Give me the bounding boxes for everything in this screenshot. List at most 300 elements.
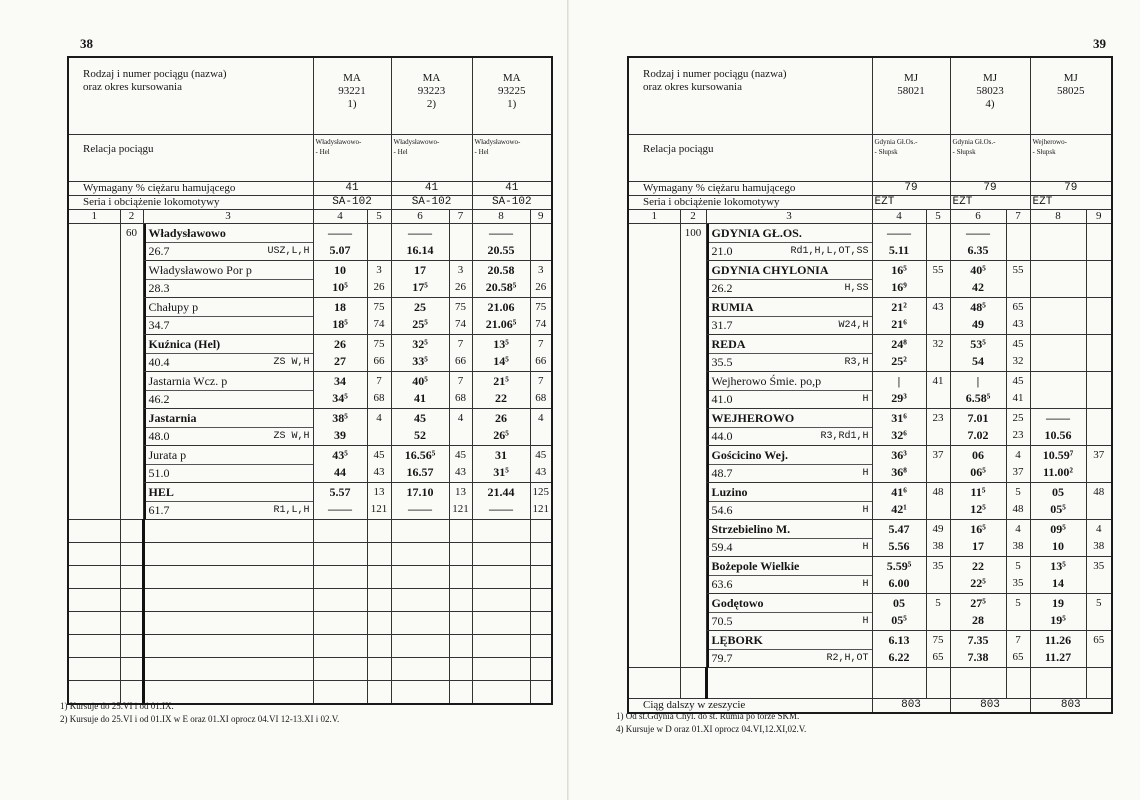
runtime-stop [531, 427, 552, 444]
blank-cell [530, 543, 552, 566]
train-1-times [872, 298, 926, 335]
blank-cell [391, 543, 449, 566]
arrival-time: 31⁶ [891, 411, 907, 425]
blank-cell [143, 612, 313, 635]
runtime-stop: 37 [1012, 466, 1024, 478]
arrival-time: 48⁵ [970, 300, 986, 314]
train-3-runtimes [1086, 409, 1112, 446]
arrival-time: 34 [334, 374, 346, 388]
station [706, 594, 872, 630]
station-tracks: H [862, 579, 869, 590]
blank-cell [472, 658, 530, 681]
arrival-time: 7.35 [967, 633, 989, 647]
station-km-row [146, 391, 313, 408]
footnote-1: 1) Kursuje do 25.VI i od 01.IX. [60, 701, 174, 711]
runtime: 45 [1012, 338, 1024, 350]
station-row [68, 224, 552, 261]
train-1-times [313, 372, 367, 409]
train-2-relation: Władysławowo- - Hel [391, 135, 472, 182]
station-cell [706, 483, 872, 520]
station-cell [143, 372, 313, 409]
arrival-time: 36³ [891, 448, 907, 462]
train-2-runtimes [449, 409, 472, 446]
blank-cell [68, 566, 120, 589]
runtime-stop: 65 [1012, 651, 1024, 663]
train-1-times [313, 335, 367, 372]
train-3-brake: 79 [1030, 182, 1112, 196]
arrival-time: 43⁵ [332, 448, 348, 462]
blank-cell [120, 589, 143, 612]
departure-time [1031, 353, 1086, 370]
runtime: 75 [455, 301, 466, 313]
station-km-row [709, 539, 872, 556]
relation-label: Relacja pociągu [68, 135, 313, 182]
train-2-runtimes [1006, 631, 1030, 668]
page-number: 38 [80, 36, 93, 51]
train-3-runtimes [530, 224, 552, 261]
departure-time: 44 [334, 465, 346, 479]
station-name: Władysławowo [146, 224, 313, 243]
blank-cell [1086, 668, 1112, 699]
brake-label: Wymagany % ciężaru hamującego [68, 182, 313, 196]
station-km: 44.0 [711, 429, 733, 443]
arrival-time: 32⁵ [412, 337, 428, 351]
station-km-row [709, 613, 872, 630]
train-1-runtimes [926, 335, 950, 372]
arrival-time: 16⁵ [891, 263, 907, 277]
train-1-times [872, 372, 926, 409]
runtime-stop [927, 242, 950, 259]
runtime-stop [1007, 612, 1030, 629]
blank-cell [530, 635, 552, 658]
station-name: Wejherowo Śmie. po,p [709, 372, 872, 391]
arrival-time: 10.59⁷ [1042, 448, 1074, 462]
runtime-stop: 121 [452, 503, 469, 515]
arrival-time: 24⁸ [891, 337, 907, 351]
departure-time: 05⁵ [1050, 502, 1066, 516]
blank-cell [313, 566, 367, 589]
train-1-times [872, 631, 926, 668]
arrival-time: 26 [334, 337, 346, 351]
station-tracks: R3,H [844, 357, 869, 368]
arrival-time: 18 [334, 300, 346, 314]
blank-cell [1030, 668, 1086, 699]
station-name: WEJHEROWO [709, 409, 872, 428]
train-1-times [872, 483, 926, 520]
train-1-runtimes [926, 557, 950, 594]
station-km: 21.0 [711, 244, 733, 258]
station [706, 483, 872, 519]
train-3-relation: Wejherowo- - Słupsk [1030, 135, 1112, 182]
train-2-runtimes [1006, 520, 1030, 557]
station-name: GDYNIA GŁ.OS. [709, 224, 872, 243]
runtime-stop: 66 [455, 355, 466, 367]
station-cell [706, 520, 872, 557]
runtime-stop [927, 316, 950, 333]
arrival-time: 21² [891, 300, 907, 314]
runtime [1007, 224, 1030, 242]
arrival-time: 17.10 [406, 485, 434, 499]
station-km: 31.7 [711, 318, 733, 332]
station [706, 261, 872, 297]
left-page [0, 0, 566, 800]
col-number-8: 8 [1030, 210, 1086, 224]
runtime-stop: 121 [532, 503, 549, 515]
train-3-loco: SA-102 [472, 196, 552, 210]
runtime: 7 [376, 375, 382, 387]
train-2-header: MA 93223 2) [391, 57, 472, 135]
runtime: 48 [1093, 486, 1105, 498]
station-name: Władysławowo Por p [146, 261, 313, 280]
runtime-stop: 43 [373, 466, 385, 478]
station-km: 51.0 [148, 466, 170, 480]
runtime: 4 [376, 412, 382, 424]
arrival-time [1031, 261, 1086, 279]
train-3-runtimes [1086, 224, 1112, 261]
blank-row [68, 566, 552, 589]
runtime: 13 [373, 486, 385, 498]
col-number-9: 9 [1086, 210, 1112, 224]
train-2-times [391, 446, 449, 483]
runtime-stop [1087, 649, 1112, 666]
station-km: 79.7 [711, 651, 733, 665]
runtime-stop [450, 242, 472, 259]
departure-time: 42¹ [891, 502, 907, 516]
station-tracks: ZS W,H [273, 431, 310, 442]
station-tracks: R3,Rd1,H [820, 431, 869, 442]
station-cell [706, 409, 872, 446]
train-3-header: MA 93225 1) [472, 57, 552, 135]
runtime-stop: 38 [1093, 540, 1105, 552]
arrival-time: 11.26 [1044, 633, 1072, 647]
station-cell [706, 557, 872, 594]
train-1-runtimes [367, 409, 391, 446]
arrival-time: 5.47 [888, 522, 910, 536]
blank-cell [530, 520, 552, 543]
departure-time: 17⁵ [412, 280, 428, 294]
train-1-times [872, 335, 926, 372]
train-1-runtimes [926, 409, 950, 446]
train-1-relation: Władysławowo- - Hel [313, 135, 391, 182]
train-1-loco: SA-102 [313, 196, 391, 210]
runtime [927, 224, 950, 242]
station-km: 46.2 [148, 392, 170, 406]
runtime-stop [1087, 501, 1112, 518]
train-1-runtimes [926, 483, 950, 520]
train-3-relation: Władysławowo- - Hel [472, 135, 552, 182]
departure-time: 18⁵ [332, 317, 348, 331]
train-1-runtimes [926, 594, 950, 631]
departure-time: 32⁶ [891, 428, 907, 442]
departure-time: 14 [1052, 576, 1064, 590]
blank-cell [120, 612, 143, 635]
departure-time: 31⁵ [493, 465, 509, 479]
train-1-runtimes [367, 446, 391, 483]
train-2-runtimes [1006, 224, 1030, 261]
blank-cell [313, 589, 367, 612]
departure-time: 26⁵ [493, 428, 509, 442]
arrival-time [1031, 372, 1086, 390]
train-2-runtimes [449, 224, 472, 261]
train-2-times [391, 261, 449, 298]
train-2-times [950, 631, 1006, 668]
blank-cell [950, 668, 1006, 699]
blank-cell [68, 658, 120, 681]
blank-cell [1006, 668, 1030, 699]
station-km-row [146, 280, 313, 297]
arrival-time: —— [328, 226, 352, 240]
arrival-time: | [897, 374, 901, 388]
train-1-runtimes [926, 372, 950, 409]
runtime-stop: 38 [1012, 540, 1024, 552]
train-2-times [950, 335, 1006, 372]
runtime-stop [927, 427, 950, 444]
train-1-runtimes [926, 520, 950, 557]
blank-cell [680, 668, 706, 699]
blank-cell [143, 589, 313, 612]
train-2-runtimes [1006, 483, 1030, 520]
departure-time: 10.56 [1044, 428, 1072, 442]
blank-cell [120, 543, 143, 566]
relation-label: Relacja pociągu [628, 135, 872, 182]
train-1-runtimes [367, 372, 391, 409]
runtime: 3 [538, 264, 544, 276]
runtime-stop [1087, 464, 1112, 481]
departure-time: 7.02 [967, 428, 989, 442]
continuation-2: 803 [950, 699, 1030, 714]
blank-cell [367, 520, 391, 543]
runtime: 75 [373, 338, 385, 350]
departure-time: 36⁸ [891, 465, 907, 479]
station-name: Godętowo [709, 594, 872, 613]
train-1-times [872, 446, 926, 483]
runtime [1087, 335, 1112, 353]
station-cell [706, 298, 872, 335]
station-km: 26.2 [711, 281, 733, 295]
departure-time: 17 [972, 539, 984, 553]
train-2-times [950, 261, 1006, 298]
col-number-4: 4 [872, 210, 926, 224]
blank-row [68, 589, 552, 612]
train-1-runtimes [926, 261, 950, 298]
blank-cell [472, 635, 530, 658]
runtime: 35 [932, 560, 944, 572]
loco-label: Seria i obciążenie lokomotywy [68, 196, 313, 210]
departure-time: —— [408, 502, 432, 516]
arrival-time: 20.58 [487, 263, 515, 277]
station-km-row [709, 465, 872, 482]
blank-cell [367, 612, 391, 635]
station-km-row [709, 576, 872, 593]
blank-cell [313, 543, 367, 566]
runtime: 5 [935, 597, 941, 609]
train-3-runtimes [1086, 261, 1112, 298]
blank-cell [367, 543, 391, 566]
blank-cell [68, 543, 120, 566]
train-3-times [472, 335, 530, 372]
blank-cell [472, 589, 530, 612]
blank-cell [391, 612, 449, 635]
row-spacer [628, 224, 680, 668]
arrival-time: 40⁵ [970, 263, 986, 277]
train-2-times [391, 409, 449, 446]
runtime: 7 [457, 375, 464, 387]
speed-limit: 60 [120, 224, 143, 520]
blank-cell [926, 668, 950, 699]
runtime: 3 [376, 264, 382, 276]
departure-time [1031, 279, 1086, 296]
blank-cell [313, 658, 367, 681]
runtime-stop [1087, 279, 1112, 296]
train-1-runtimes [926, 631, 950, 668]
train-2-times [950, 409, 1006, 446]
col-number-5: 5 [367, 210, 391, 224]
timetable-right [627, 56, 1113, 714]
blank-cell [367, 681, 391, 705]
station-km-row [709, 354, 872, 371]
runtime-stop: 26 [535, 281, 547, 293]
blank-cell [367, 566, 391, 589]
runtime-stop: 68 [535, 392, 547, 404]
runtime: 125 [532, 486, 549, 498]
departure-time: 33⁵ [412, 354, 428, 368]
train-2-runtimes [1006, 557, 1030, 594]
train-1-times [872, 557, 926, 594]
blank-row [68, 543, 552, 566]
station-cell [143, 409, 313, 446]
row-spacer [68, 224, 120, 520]
train-3-times [472, 298, 530, 335]
departure-time: 21.06⁵ [485, 317, 517, 331]
station-tracks: Rd1,H,L,OT,SS [790, 246, 869, 257]
departure-time: 16.14 [406, 243, 434, 257]
departure-time: 34⁵ [332, 391, 348, 405]
runtime-stop: 66 [535, 355, 547, 367]
train-header-label: Rodzaj i numer pociągu (nazwa) oraz okres kursowania [628, 57, 872, 135]
train-3-runtimes [1086, 557, 1112, 594]
train-1-runtimes [367, 298, 391, 335]
blank-cell [449, 543, 472, 566]
train-3-times [1030, 520, 1086, 557]
train-3-times [1030, 446, 1086, 483]
departure-time: 54 [972, 354, 984, 368]
column-numbers [68, 210, 552, 224]
runtime-stop [531, 242, 552, 259]
station-km: 61.7 [148, 503, 170, 517]
blank-cell [472, 520, 530, 543]
runtime-stop [927, 464, 950, 481]
station-km-row [709, 502, 872, 519]
station-name: RUMIA [709, 298, 872, 317]
blank-cell [313, 612, 367, 635]
departure-time: 05⁵ [891, 613, 907, 627]
train-1-runtimes [926, 224, 950, 261]
station-km-row [146, 502, 313, 519]
station-cell [143, 261, 313, 298]
runtime-stop: 43 [1012, 318, 1024, 330]
station-cell [706, 594, 872, 631]
runtime-stop [927, 575, 950, 592]
station-cell [143, 483, 313, 520]
train-3-times [1030, 631, 1086, 668]
col-number-6: 6 [391, 210, 449, 224]
runtime-stop [368, 427, 391, 444]
train-3-runtimes [1086, 631, 1112, 668]
col-number-3: 3 [706, 210, 872, 224]
arrival-time [1031, 298, 1086, 316]
station-cell [143, 335, 313, 372]
arrival-time: 05 [1052, 485, 1064, 499]
runtime-stop [1087, 242, 1112, 259]
runtime-stop: 65 [932, 651, 944, 663]
blank-row [68, 612, 552, 635]
departure-time: 5.56 [888, 539, 910, 553]
train-1-runtimes [367, 483, 391, 520]
blank-cell [449, 681, 472, 705]
station-km-row [709, 280, 872, 297]
station [706, 298, 872, 334]
train-2-runtimes [449, 335, 472, 372]
runtime-stop [1087, 612, 1112, 629]
station-km-row [146, 428, 313, 445]
departure-time: 27 [334, 354, 346, 368]
runtime: 75 [535, 301, 547, 313]
train-3-runtimes [1086, 520, 1112, 557]
station-tracks: H [862, 542, 869, 553]
col-number-3: 3 [143, 210, 313, 224]
departure-time: 10⁵ [332, 280, 348, 294]
arrival-time: 40⁵ [412, 374, 428, 388]
runtime-stop [927, 353, 950, 370]
train-1-runtimes [926, 298, 950, 335]
footnotes [616, 710, 806, 736]
blank-cell [68, 612, 120, 635]
runtime [1087, 224, 1112, 242]
station [706, 409, 872, 445]
train-2-runtimes [449, 298, 472, 335]
station-tracks: H [862, 468, 869, 479]
train-2-times [950, 224, 1006, 261]
col-number-8: 8 [472, 210, 530, 224]
col-number-2: 2 [680, 210, 706, 224]
station [143, 335, 313, 371]
train-3-runtimes [1086, 483, 1112, 520]
runtime: 37 [932, 449, 944, 461]
train-3-times [472, 446, 530, 483]
blank-cell [143, 566, 313, 589]
station [706, 372, 872, 408]
page-number: 39 [1093, 36, 1106, 51]
blank-cell [367, 658, 391, 681]
station-tracks: H [862, 505, 869, 516]
runtime: 55 [932, 264, 944, 276]
train-1-brake: 41 [313, 182, 391, 196]
runtime-stop: 26 [455, 281, 466, 293]
station-km-row [709, 428, 872, 445]
blank-cell [313, 635, 367, 658]
departure-time: 10 [1052, 539, 1064, 553]
station [706, 446, 872, 482]
arrival-time: 6.13 [888, 633, 910, 647]
footnotes [60, 700, 339, 726]
runtime-stop [1087, 575, 1112, 592]
train-3-times [472, 261, 530, 298]
blank-cell [143, 658, 313, 681]
arrival-time: 22 [972, 559, 984, 573]
train-2-brake: 79 [950, 182, 1030, 196]
train-3-runtimes [530, 335, 552, 372]
column-numbers [628, 210, 1112, 224]
